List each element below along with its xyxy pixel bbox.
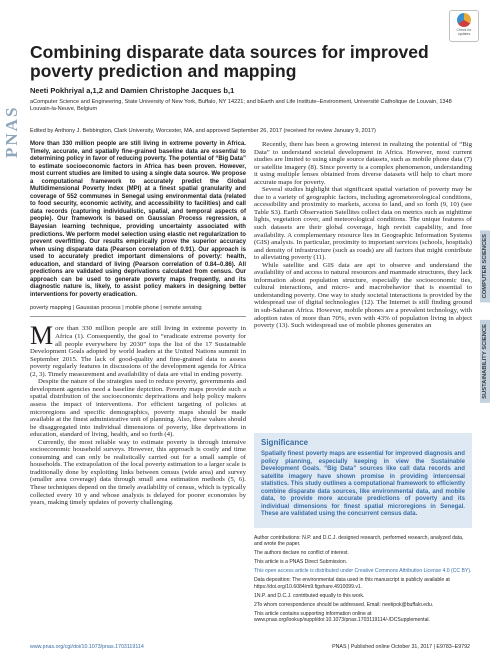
significance-box <box>254 433 472 528</box>
right-column <box>254 141 472 330</box>
author-list: Neeti Pokhriyal a,1,2 and Damien Christophe Jacques b,1 <box>30 86 235 95</box>
footnotes <box>254 535 472 626</box>
note-submission: This article is a PNAS Direct Submission. <box>254 559 348 566</box>
footer-citation: PNAS | Published online October 31, 2017 | E9783–E9792 <box>332 644 470 650</box>
note-equal-contribution: 1N.P. and D.C.J. contributed equally to this work. <box>254 592 365 599</box>
page-footer <box>30 644 470 650</box>
tab-computer-sciences: COMPUTER SCIENCES <box>480 230 490 302</box>
keywords: poverty mapping | Gaussian process | mobile phone | remote sensing <box>30 305 246 317</box>
note-supporting-info: This article contains supporting information online at www.pnas.org/lookup/suppl/doi:10.1073/pnas.1703119114/-/DCSupplemental. <box>254 610 430 623</box>
footer-doi[interactable]: www.pnas.org/cgi/doi/10.1073/pnas.1703119114 <box>30 644 144 650</box>
edited-by: Edited by Anthony J. Bebbington, Clark University, Worcester, MA, and approved September 26, 2017 (received for review January 9, 2017) <box>30 128 376 134</box>
tab-sustainability-science: SUSTAINABILITY SCIENCE <box>480 320 490 403</box>
crossmark-label: Check for updates <box>456 28 472 36</box>
note-data-deposition: Data deposition: The environmental data used in this manuscript is publicly available at https://doi.org/10.6084/m9.figshare.4910099.v1. <box>254 577 450 590</box>
pnas-sidebar <box>0 0 20 670</box>
journal-side-logo: PNAS <box>2 105 21 158</box>
body-paragraph-5: Several studies highlight that significant spatial variation of poverty may be due to a variety of geographic factors, including agrometeorological conditions, accessibility and proximity to markets, access to land, and so forth (9, 10) (see Table S3). Earth Observation Satellites collect data on metrics such as nighttime lights, vegetation cover, and meteorological conditions. The unique features of such datasets are their global coverage, high revisit capability, and free availability. A complementary resource lies in Geographic Information Systems (GIS) analysis. In particular, proximity to important services (schools, hospitals) and density of infrastructure (such as roads) are all factors that might contribute to alleviating poverty (11). <box>254 186 472 262</box>
drop-cap: M <box>30 321 54 351</box>
significance-text: Spatially finest poverty maps are essential for improved diagnosis and policy planning, especially keeping in view the Sustainable Development Goals. “Big Data” sources like call data records and satellite imagery have shown promise in providing intercensal statistics. This study outlines a computational framework to efficiently combine disparate data sources, like environmental data, and mobile data, to provide more accurate predictions of poverty and its individual dimensions for finest spatial microregions in Senegal. These are validated using the concurrent census data. <box>261 451 465 518</box>
article-title: Combining disparate data sources for improved poverty prediction and mapping <box>30 42 429 81</box>
crossmark-icon <box>457 13 471 27</box>
subject-tabs <box>480 230 500 421</box>
note-license[interactable]: This open access article is distributed under Creative Commons Attribution License 4.0 (CC BY). <box>254 568 472 575</box>
left-column <box>30 141 246 507</box>
abstract: More than 330 million people are still living in extreme poverty in Africa. Timely, accurate, and spatially fine-grained baseline data are essential to determining policy in favor of reducing poverty. The potential of “Big Data” to estimate socioeconomic factors in Africa has been proven. However, most current studies are limited to using a single data source. We propose a computational framework to accurately predict the Global Multidimensional Poverty Index (MPI) at a finest spatial granularity and coverage of 552 communes in Senegal using environmental data (related to food security, economic activity, and accessibility to facilities) and call data records (capturing individualistic, spatial, and temporal aspects of people). Our framework is based on Gaussian Process regression, a Bayesian learning technique, providing uncertainty associated with predictions. We perform model selection using elastic net regularization to prevent overfitting. Our results empirically prove the superior accuracy when using disparate data (Pearson correlation of 0.91). Our approach is used to accurately predict important dimensions of poverty: health, education, and standard of living (Pearson correlation of 0.84–0.86). All predictions are validated using deprivations calculated from census. Our approach can be used to generate poverty maps frequently, and its diagnostic nature is, likely, to assist policy makers in designing better interventions for poverty eradication. <box>30 141 246 298</box>
body-paragraph-6: While satellite and GIS data are apt to observe and understand the availability of and access to natural resources and manmade structures, they lack information about population structure, especially the socioeconomic ties, cultural interactions, and micro- and macrobehavior that is essential to understanding poverty. One way to study societal interactions is provided by the widespread use of digital technologies (12). The Internet is still finding ground in sub-Saharan Africa. However, mobile phones are a prevalent technology, with adoption rates of more than 70%, even with 43% of population living in abject poverty (13). Such widespread use of mobile phones generates an <box>254 261 472 330</box>
significance-heading: Significance <box>261 438 309 447</box>
note-contributions: Author contributions: N.P. and D.C.J. designed research, performed research, analyzed data, and wrote the paper. <box>254 535 464 548</box>
note-conflict: The authors declare no conflict of interest. <box>254 550 349 557</box>
affiliations: aComputer Science and Engineering, State University of New York, Buffalo, NY 14221; and bEarth and Life Institute–Environment, Université Catholique de Louvain, 1348 Louvain-la-Neuve, Belgium <box>30 99 452 112</box>
note-correspondence: 2To whom correspondence should be addressed. Email: neetipok@buffalo.edu. <box>254 601 434 608</box>
body-paragraph-1: More than 330 million people are still living in extreme poverty in Africa (1). Consequently, the goal to “eradicate extreme poverty for all people everywhere by 2030” tops the list of the 17 Sustainable Development Goals adopted by world leaders at the United Nations summit in September 2015. The lack of good-quality and fine-grained data to assess poverty regularly features in discussions of the development agenda for Africa (2, 3). Timely measurement and availability of data are vital in ending poverty. <box>30 321 246 378</box>
body-paragraph-2: Despite the nature of the strategies used to reduce poverty, governments and development agencies need a baseline depiction. Poverty maps provide such a spatial distribution of the socioeconomic deprivations and help policy makers assess the impact of interventions. For efficient targeting of policies at microregions and specific demographics, poverty maps should be made available at the finest administrative unit of planning. Also, these values should be disaggregated into individual dimensions of poverty, like deprivations in education, standard of living, health, and so forth (4). <box>30 378 246 439</box>
body-paragraph-4: Recently, there has been a growing interest in realizing the potential of “Big Data” to understand societal development in Africa. However, most current studies are limited to using single source datasets, such as mobile phone data (7) or satellite imagery (8). Since poverty is a complex phenomenon, understanding it using multiple lenses obtained from diverse datasets will help to chart more accurate maps for poverty. <box>254 141 472 186</box>
crossmark-badge[interactable] <box>449 10 479 42</box>
body-paragraph-3: Currently, the most reliable way to estimate poverty is through intensive socioeconomic household surveys. However, this approach is costly and time consuming and can only be realistically carried out for a small sample of households. The extrapolation of the local poverty estimation to a larger scale is traditionally done by exploiting links between census (wide area) and survey (smaller area coverage) data through small area estimation methods (5, 6). These techniques depend on the timely availability of census, which is typically collected every 10 y and whose analysis is delayed for poorer economies by years, making timely updates of poverty challenging. <box>30 438 246 507</box>
